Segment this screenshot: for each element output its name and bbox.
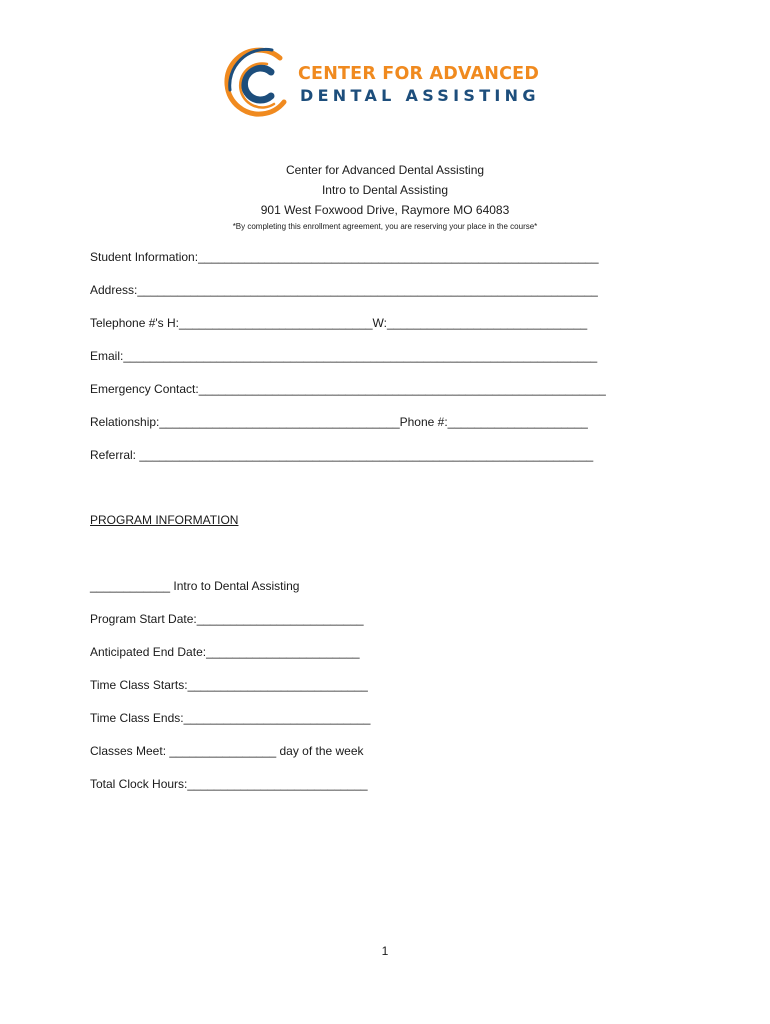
email-field[interactable]: Email:_______________________________________________________________________	[90, 349, 598, 363]
program-title: Intro to Dental Assisting	[321, 183, 449, 197]
telephone-field[interactable]: Telephone #'s H:_____________________________W:______________________________	[90, 316, 588, 330]
classes-meet-field[interactable]: Classes Meet: ________________ day of the week	[90, 744, 364, 758]
organization-address: 901 West Foxwood Drive, Raymore MO 64083	[260, 203, 510, 217]
enrollment-note: *By completing this enrollment agreement, you are reserving your place in the course*	[232, 222, 538, 231]
time-class-ends-field[interactable]: Time Class Ends:____________________________	[90, 711, 371, 725]
course-selection-field[interactable]: ____________ Intro to Dental Assisting	[90, 579, 300, 593]
student-information-field[interactable]: Student Information:____________________________________________________________	[90, 250, 599, 264]
address-field[interactable]: Address:_____________________________________________________________________	[90, 283, 598, 297]
organization-name: Center for Advanced Dental Assisting	[285, 163, 485, 177]
emergency-contact-field[interactable]: Emergency Contact:_____________________________________________________________	[90, 382, 606, 396]
program-information-heading: PROGRAM INFORMATION	[90, 513, 239, 527]
total-clock-hours-field[interactable]: Total Clock Hours:___________________________	[90, 777, 368, 791]
relationship-phone-field[interactable]: Relationship:____________________________________Phone #:_____________________	[90, 415, 588, 429]
logo-c-emblem-icon	[222, 44, 298, 124]
logo-text-line2: DENTAL ASSISTING	[300, 86, 540, 105]
program-start-date-field[interactable]: Program Start Date:_________________________	[90, 612, 364, 626]
logo-text-line1: CENTER FOR ADVANCED	[298, 64, 540, 84]
time-class-starts-field[interactable]: Time Class Starts:___________________________	[90, 678, 368, 692]
page-number: 1	[381, 944, 389, 958]
referral-field[interactable]: Referral: ____________________________________________________________________	[90, 448, 594, 462]
anticipated-end-date-field[interactable]: Anticipated End Date:_______________________	[90, 645, 360, 659]
organization-logo	[222, 44, 552, 124]
